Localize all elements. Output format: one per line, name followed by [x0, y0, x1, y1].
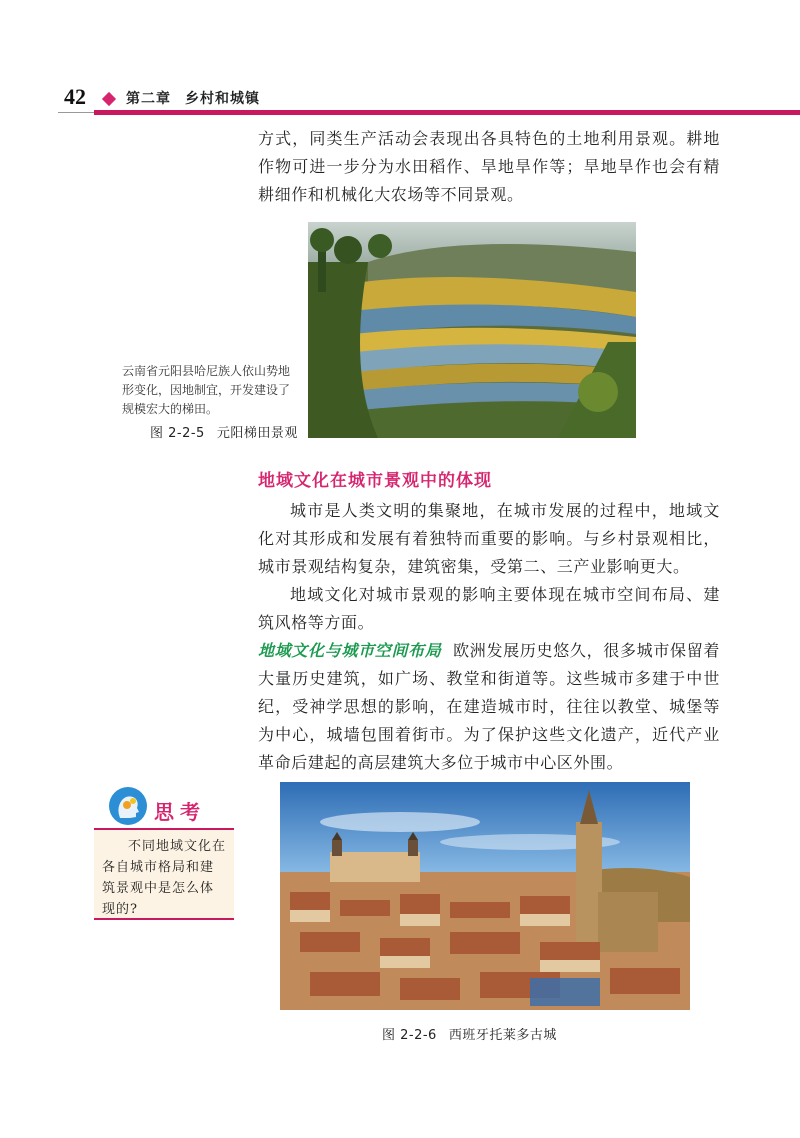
chapter-title: 乡村和城镇 — [185, 91, 260, 107]
think-box — [94, 782, 234, 934]
think-body — [94, 830, 234, 918]
figure-title: 西班牙托莱多古城 — [448, 1028, 557, 1043]
think-bottom-rule — [94, 918, 234, 920]
page-header — [0, 0, 800, 116]
think-title: 思考 — [154, 800, 206, 824]
terrace-photo — [308, 222, 636, 438]
subhead-body: 欧洲发展历史悠久，很多城市保留着大量历史建筑，如广场、教堂和街道等。这些城市多建于中世纪，受神学思想的影响，在建造城市时，往往以教堂、城堡等为中心，城墙包围着街市。为了保护这些文化遗产，近代产业革命后建起的高层建筑大多位于城市中心区外围。 — [258, 641, 720, 772]
intro-paragraph: 方式，同类生产活动会表现出各具特色的土地利用景观。耕地作物可进一步分为水田稻作、旱地旱作等；旱地旱作也会有精耕细作和机械化大农场等不同景观。 — [258, 129, 720, 204]
figure-title: 元阳梯田景观 — [216, 426, 298, 441]
page-number: 42 — [64, 84, 86, 109]
header-rule — [94, 110, 800, 115]
chapter-label: 第二章 — [126, 91, 171, 107]
figure-caption-2-2-6 — [382, 1024, 557, 1043]
figure-number: 图 2-2-5 — [150, 426, 205, 441]
toledo-photo — [280, 782, 690, 1010]
subhead-spatial-layout: 地域文化与城市空间布局 — [258, 641, 442, 660]
section-paragraph-1: 城市是人类文明的集聚地，在城市发展的过程中，地域文化对其形成和发展有着独特而重要的影响。与乡村景观相比，城市景观结构复杂，建筑密集，受第二、三产业影响更大。 — [258, 501, 720, 576]
section-title: 地域文化在城市景观中的体现 — [258, 471, 492, 491]
head-gears-icon — [108, 786, 148, 826]
section-paragraph-3 — [258, 637, 720, 777]
diamond-bullet-icon — [102, 92, 116, 106]
figure-caption-2-2-5 — [150, 422, 298, 441]
think-question: 不同地域文化在各自城市格局和建筑景观中是怎么体现的? — [102, 839, 227, 917]
figure-number: 图 2-2-6 — [382, 1028, 437, 1043]
header-rule-left — [58, 112, 94, 113]
think-header — [94, 782, 234, 832]
section-paragraph-2: 地域文化对城市景观的影响主要体现在城市空间布局、建筑风格等方面。 — [258, 585, 720, 632]
terrace-side-caption: 云南省元阳县哈尼族人依山势地形变化，因地制宜，开发建设了规模宏大的梯田。 — [122, 364, 291, 416]
chapter-heading — [126, 88, 260, 108]
